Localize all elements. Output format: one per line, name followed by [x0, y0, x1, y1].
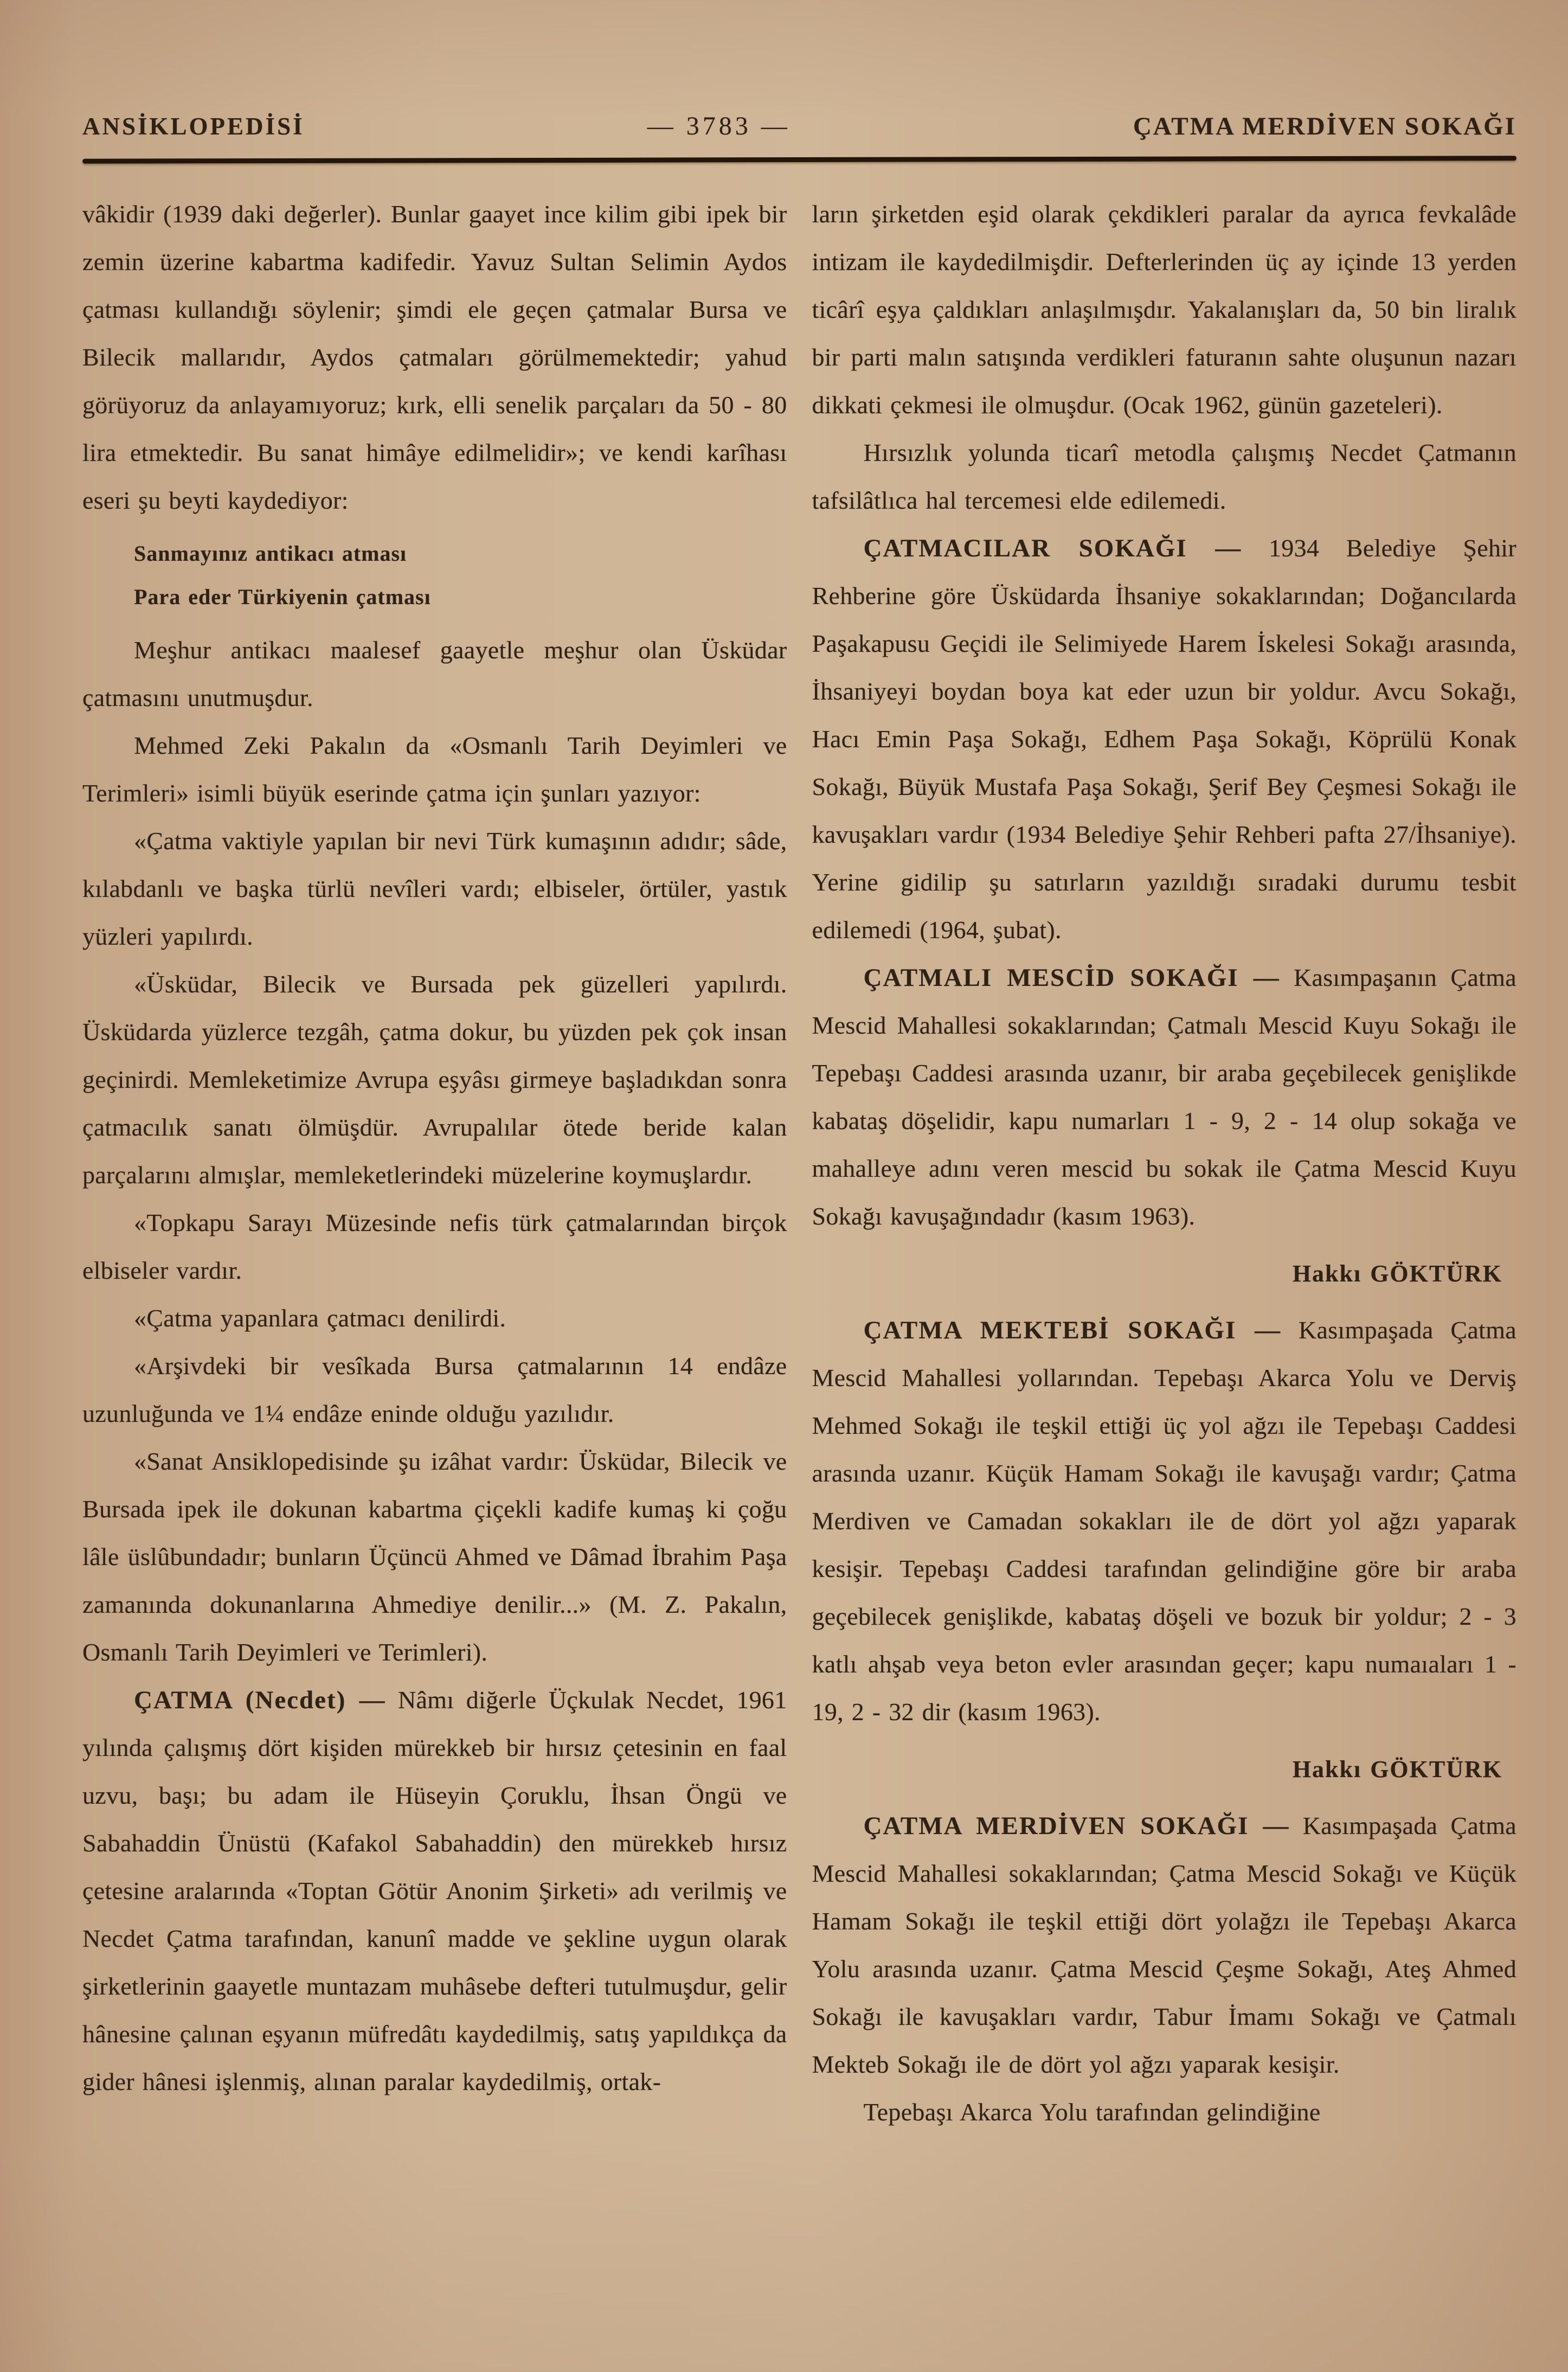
- author-signature: [812, 1736, 1517, 1802]
- paragraph-text: «Sanat Ansiklopedisinde şu izâhat vardır: Üsküdar, Bilecik ve Bursada ipek ile dokunan kabartma çiçekli kadife kumaş ki çoğu lâle üslûbundadır; bunların Üçüncü Ahmed ve Dâmad İbrahim Paşa zamanında dokunanlarına Ahmediye denilir...» (M. Z. Pakalın, Osmanlı Tarih Deyimleri ve Terimleri).: [82, 1447, 787, 1666]
- entry-paragraph: [812, 524, 1517, 954]
- body-paragraph: [812, 2088, 1517, 2136]
- header-article-title: ÇATMA MERDİVEN SOKAĞI: [1133, 112, 1516, 140]
- author-signature: [812, 1240, 1517, 1306]
- paragraph-text: Hakkı GÖKTÜRK: [1292, 1260, 1502, 1287]
- right-text-column: [812, 190, 1517, 2136]
- paragraph-text: Para eder Türkiyenin çatması: [134, 585, 431, 609]
- body-paragraph: [82, 1438, 787, 1676]
- entry-paragraph: [82, 1676, 787, 2106]
- paragraph-text: Tepebaşı Akarca Yolu tarafından gelindiğine: [863, 2098, 1321, 2126]
- body-paragraph: [812, 429, 1517, 524]
- paragraph-text: Kasımpaşanın Çatma Mescid Mahallesi sokaklarından; Çatmalı Mescid Kuyu Sokağı ile Tepebaşı Caddesi arasında uzanır, bir araba geçebilecek genişlikde kabataş döşelidir, kapu numarları 1 - 9, 2 - 14 olup sokağa ve mahalleye adını veren mescid bu sokak ile Çatma Mescid Kuyu Sokağı kavuşağındadır (kasım 1963).: [812, 964, 1516, 1230]
- body-paragraph: [82, 1342, 787, 1438]
- paragraph-text: «Topkapu Sarayı Müzesinde nefis türk çatmalarından birçok elbiseler vardır.: [82, 1209, 787, 1284]
- paragraph-text: «Çatma yapanlara çatmacı denilirdi.: [134, 1304, 506, 1332]
- paragraph-text: «Arşivdeki bir vesîkada Bursa çatmalarının 14 endâze uzunluğunda ve 1¼ endâze eninde olduğu yazılıdır.: [82, 1352, 787, 1427]
- paragraph-text: Sanmayınız antikacı atması: [134, 541, 407, 566]
- paragraph-text: Kasımpaşada Çatma Mescid Mahallesi sokaklarından; Çatma Mescid Sokağı ve Küçük Hamam Sokağı ile teşkil ettiği dört yolağzı ile Tepebaşı Akarca Yolu arasında uzanır. Çatma Mescid Çeşme Sokağı, Ateş Ahmed Sokağı ile kavuşakları vardır, Tabur İmamı Sokağı ve Çatmalı Mekteb Sokağı ile de dört yol ağzı yaparak kesişir.: [812, 1812, 1516, 2078]
- entry-paragraph: [812, 1802, 1517, 2088]
- entry-paragraph: [812, 954, 1517, 1240]
- paragraph-text: «Çatma vaktiyle yapılan bir nevi Türk kumaşının adıdır; sâde, kılabdanlı ve başka türlü nevîleri vardı; elbiseler, örtüler, yastık yüzleri yapılırdı.: [82, 827, 787, 950]
- verse-line: [134, 532, 787, 575]
- body-paragraph: [82, 1294, 787, 1342]
- entry-heading: ÇATMA MERDİVEN SOKAĞI —: [863, 1812, 1290, 1840]
- header-publication-title: ANSİKLOPEDİSİ: [82, 113, 305, 140]
- paragraph-text: ların şirketden eşid olarak çekdikleri paralar da ayrıca fevkalâde intizam ile kaydedilmişdir. Defterlerinden üç ay içinde 13 yerden ticârî eşya çaldıkları anlaşılmışdır. Yakalanışları da, 50 bin liralık bir parti malın satışında verdikleri faturanın sahte oluşunun nazarı dikkati çekmesi ile olmuşdur. (Ocak 1962, günün gazeteleri).: [812, 200, 1516, 419]
- body-paragraph: [82, 626, 787, 722]
- entry-heading: ÇATMA (Necdet) —: [134, 1686, 386, 1714]
- paragraph-text: Hırsızlık yolunda ticarî metodla çalışmış Necdet Çatmanın tafsilâtlıca hal tercemesi elde edilemedi.: [812, 439, 1516, 514]
- body-paragraph: [82, 817, 787, 960]
- running-head: [0, 0, 1568, 141]
- entry-paragraph: [812, 1306, 1517, 1736]
- entry-heading: ÇATMA MEKTEBİ SOKAĞI —: [863, 1316, 1282, 1344]
- body-paragraph: [82, 190, 787, 524]
- paragraph-text: Meşhur antikacı maalesef gaayetle meşhur olan Üsküdar çatmasını unutmuşdur.: [82, 636, 787, 711]
- paragraph-text: Hakkı GÖKTÜRK: [1292, 1756, 1502, 1783]
- paragraph-text: 1934 Belediye Şehir Rehberine göre Üsküdarda İhsaniye sokaklarından; Doğancılarda Paşakapusu Geçidi ile Selimiyede Harem İskelesi Sokağı arasında, İhsaniyeyi boydan boya kat eder uzun bir yoldur. Avcu Sokağı, Hacı Emin Paşa Sokağı, Edhem Paşa Sokağı, Köprülü Konak Sokağı, Büyük Mustafa Paşa Sokağı, Şerif Bey Çeşmesi Sokağı ile kavuşakları vardır (1934 Belediye Şehir Rehberi pafta 27/İhsaniye). Yerine gidilip şu satırların yazıldığı sıradaki durumu tesbit edilemedi (1964, şubat).: [812, 534, 1516, 944]
- paragraph-text: «Üsküdar, Bilecik ve Bursada pek güzelleri yapılırdı. Üsküdarda yüzlerce tezgâh, çatma dokur, bu yüzden pek çok insan geçinirdi. Memleketimize Avrupa eşyâsı girmeye başladıkdan sonra çatmacılık sanatı ölmüşdür. Avrupalılar ötede beride kalan parçalarını almışlar, memleketlerindeki müzelerine koymuşlardır.: [82, 970, 787, 1189]
- paragraph-text: vâkidir (1939 daki değerler). Bunlar gaayet ince kilim gibi ipek bir zemin üzerine kabartma kadifedir. Yavuz Sultan Selimin Aydos çatması kullandığı söylenir; şimdi ele geçen çatmalar Bursa ve Bilecik mallarıdır, Aydos çatmaları görülmemektedir; yahud görüyoruz da anlayamıyoruz; kırk, elli senelik parçaları da 50 - 80 lira etmektedir. Bu sanat himâye edilmelidir»; ve kendi karîhası eseri şu beyti kaydediyor:: [82, 200, 787, 514]
- entry-heading: ÇATMACILAR SOKAĞI —: [863, 534, 1242, 562]
- body-paragraph: [812, 190, 1517, 429]
- body-paragraph: [82, 1199, 787, 1294]
- paragraph-text: Nâmı diğerle Üçkulak Necdet, 1961 yılında çalışmış dört kişiden mürekkeb bir hırsız çetesinin en faal uzvu, başı; bu adam ile Hüseyin Çoruklu, İhsan Öngü ve Sabahaddin Ünüstü (Kafakol Sabahaddin) den mürekkeb hırsız çetesine aralarında «Toptan Götür Anonim Şirketi» adı verilmiş ve Necdet Çatma tarafından, kanunî madde ve şekline uygun olarak şirketlerinin gaayetle muntazam muhâsebe defteri tutulmuşdur, gelir hânesine çalınan eşyanın müfredâtı kaydedilmiş, satış yapıldıkça da gider hânesi işlenmiş, alınan paralar kaydedilmiş, ortak-: [82, 1686, 787, 2095]
- two-column-text-block: [0, 162, 1568, 2136]
- body-paragraph: [82, 960, 787, 1199]
- paragraph-text: Kasımpaşada Çatma Mescid Mahallesi yollarından. Tepebaşı Akarca Yolu ve Derviş Mehmed Sokağı ile teşkil ettiği üç yol ağzı ile Tepebaşı Caddesi arasında uzanır. Küçük Hamam Sokağı ile kavuşağı vardır; Çatma Merdiven ve Camadan sokakları ile de dört yol ağzı yaparak kesişir. Tepebaşı Caddesi tarafından gelindiğine göre bir araba geçebilecek genişlikde, kabataş döşeli ve bozuk bir yoldur; 2 - 3 katlı ahşab veya beton evler arasından geçer; kapu numaıaları 1 - 19, 2 - 32 dir (kasım 1963).: [812, 1316, 1516, 1726]
- left-text-column: [82, 190, 787, 2136]
- verse-line: [134, 575, 787, 619]
- paragraph-text: Mehmed Zeki Pakalın da «Osmanlı Tarih Deyimleri ve Terimleri» isimli büyük eserinde çatma için şunları yazıyor:: [82, 732, 787, 807]
- entry-heading: ÇATMALI MESCİD SOKAĞI —: [863, 964, 1280, 992]
- body-paragraph: [82, 722, 787, 817]
- header-page-number: — 3783 —: [647, 112, 791, 140]
